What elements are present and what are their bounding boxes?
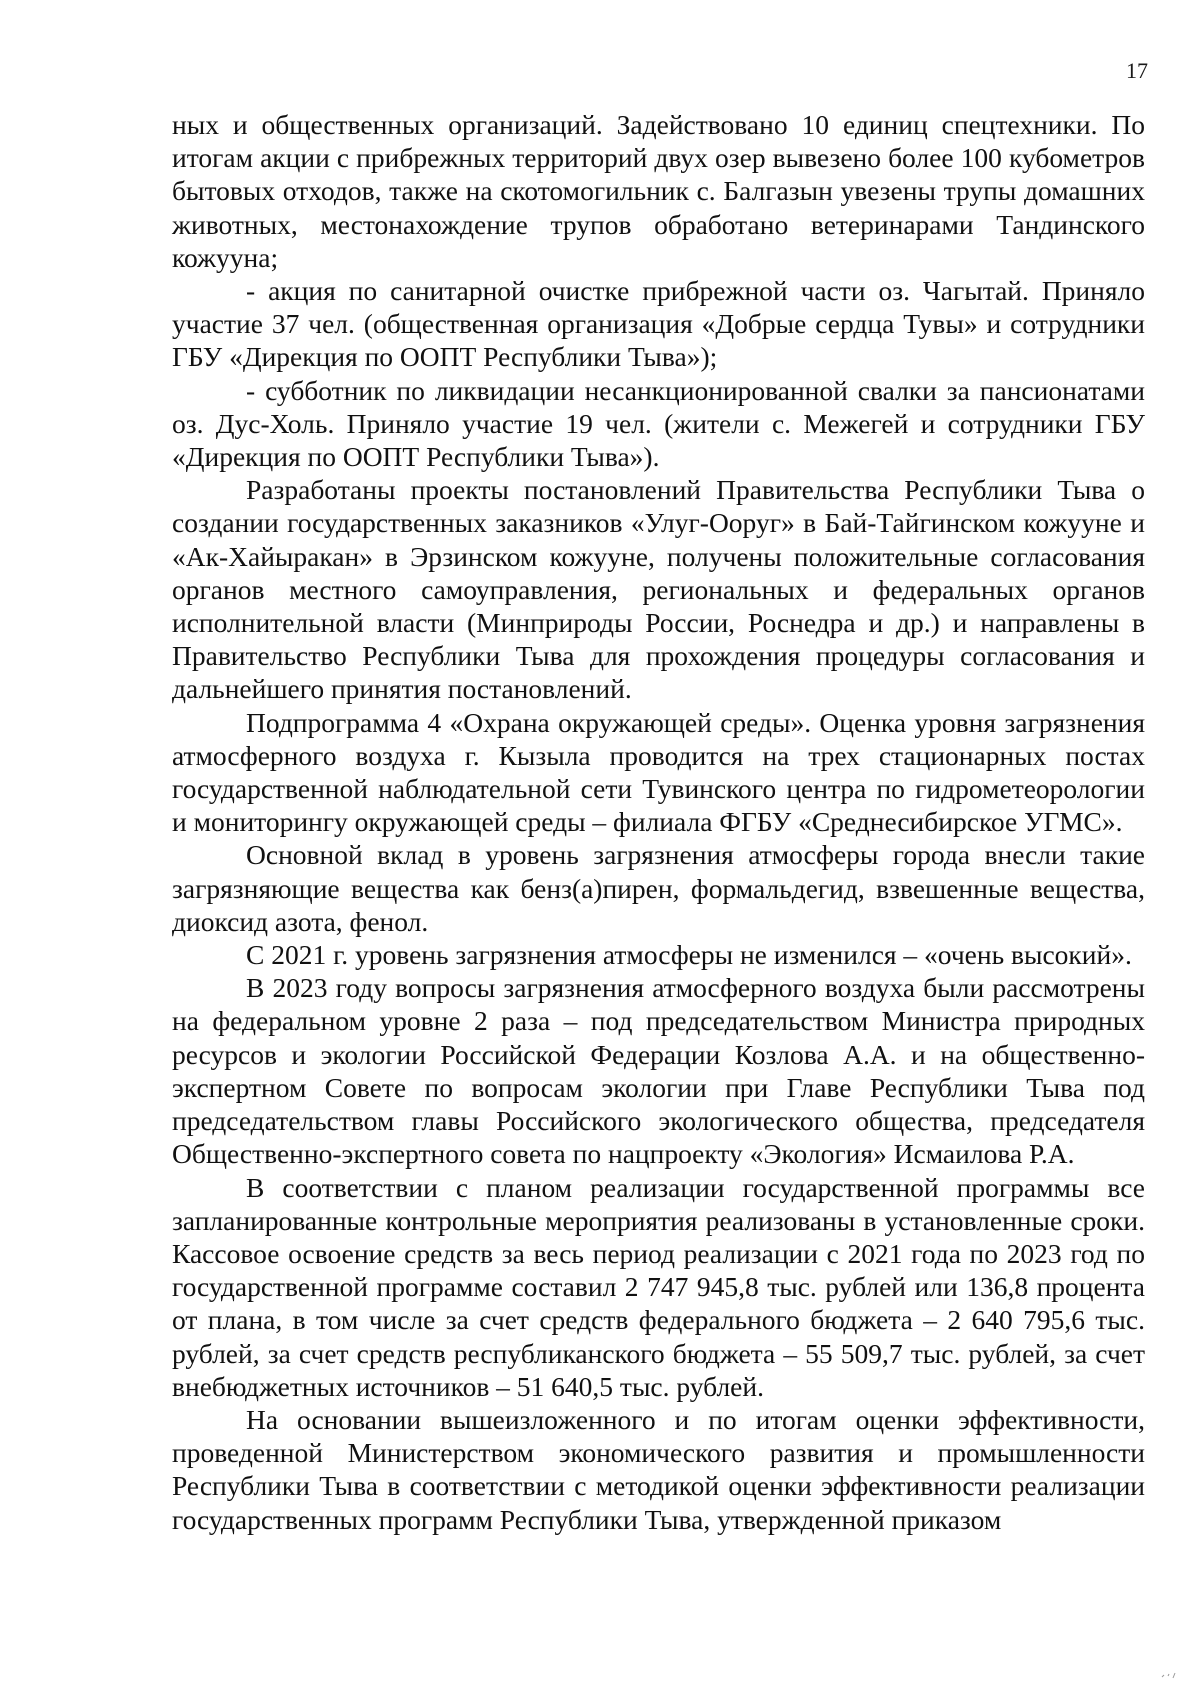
- paragraph-5: Подпрограмма 4 «Охрана окружающей среды». Оценка уровня загрязнения атмосферного воздуха г. Кызыла проводится на трех стационарных постах государственной наблюдательной сети Тувинского центра по гидрометеорологии и мониторингу окружающей среды – филиала ФГБУ «Среднесибирское УГМС».: [172, 706, 1145, 838]
- paragraph-1: ных и общественных организаций. Задействовано 10 единиц спецтехники. По итогам акции с прибрежных территорий двух озер вывезено более 100 кубометров бытовых отходов, также на скотомогильник с. Балгазын увезены трупы домашних животных, местонахождение трупов обработано ветеринарами Тандинского кожууна;: [172, 109, 1145, 273]
- paragraph-7: С 2021 г. уровень загрязнения атмосферы не изменился – «очень высокий».: [246, 939, 1132, 971]
- page-number: 17: [1126, 58, 1148, 83]
- paragraph-10: На основании вышеизложенного и по итогам оценки эффективности, проведенной Министерством экономического развития и промышленности Республики Тыва в соответствии с методикой оценки эффективности реализации государственных программ Республики Тыва, утвержденной приказом: [172, 1403, 1145, 1535]
- document-body: [172, 108, 1145, 1536]
- paragraph-4: Разработаны проекты постановлений Правительства Республики Тыва о создании государственных заказников «Улуг-Ооруг» в Бай-Тайгинском кожууне и «Ак-Хайыракан» в Эрзинском кожууне, получены положительные согласования органов местного самоуправления, региональных и федеральных органов исполнительной власти (Минприроды России, Роснедра и др.) и направлены в Правительство Республики Тыва для прохождения процедуры согласования и дальнейшего принятия постановлений.: [172, 474, 1145, 705]
- paragraph-6: Основной вклад в уровень загрязнения атмосферы города внесли такие загрязняющие вещества как бенз(а)пирен, формальдегид, взвешенные вещества, диоксид азота, фенол.: [172, 839, 1145, 937]
- scan-speck-mark: [1160, 1669, 1178, 1679]
- paragraph-8: В 2023 году вопросы загрязнения атмосферного воздуха были рассмотрены на федеральном уровне 2 раза – под председательством Министра природных ресурсов и экологии Российской Федерации Козлова А.А. и на общественно-экспертном Совете по вопросам экологии при Главе Республики Тыва под председательством главы Российского экологического общества, председателя Общественно-экспертного совета по нацпроекту «Экология» Исмаилова Р.А.: [172, 972, 1145, 1170]
- paragraph-9: В соответствии с планом реализации государственной программы все запланированные контрольные мероприятия реализованы в установленные сроки. Кассовое освоение средств за весь период реализации с 2021 года по 2023 год по государственной программе составил 2 747 945,8 тыс. рублей или 136,8 процента от плана, в том числе за счет средств федерального бюджета – 2 640 795,6 тыс. рублей, за счет средств республиканского бюджета – 55 509,7 тыс. рублей, за счет внебюджетных источников – 51 640,5 тыс. рублей.: [172, 1171, 1145, 1402]
- paragraph-3: - субботник по ликвидации несанкционированной свалки за пансионатами оз. Дус-Холь. Приняло участие 19 чел. (жители с. Межегей и сотрудники ГБУ «Дирекция по ООПТ Республики Тыва»).: [172, 374, 1145, 473]
- paragraph-2: - акция по санитарной очистке прибрежной части оз. Чагытай. Приняло участие 37 чел. (общественная организация «Добрые сердца Тувы» и сотрудники ГБУ «Дирекция по ООПТ Республики Тыва»);: [172, 275, 1145, 373]
